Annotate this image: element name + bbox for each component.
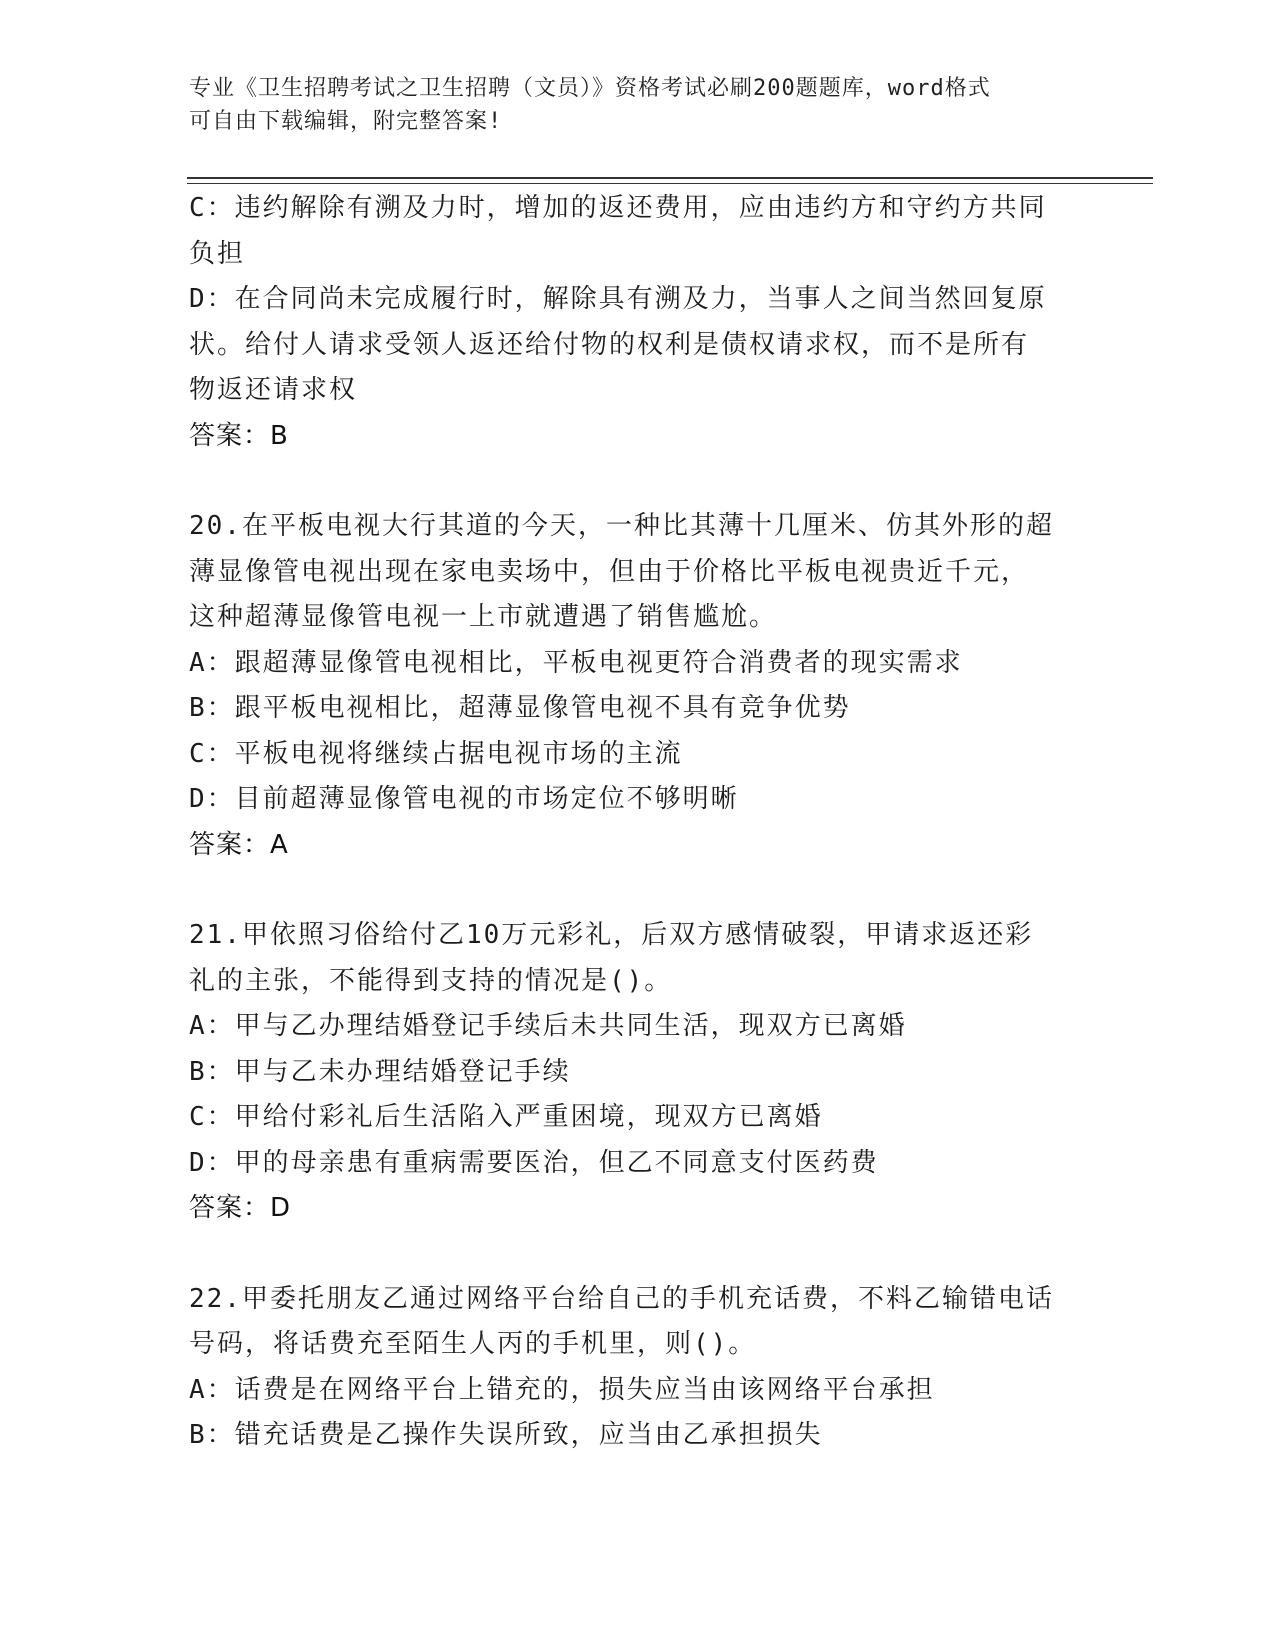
question-stem-line: 礼的主张，不能得到支持的情况是()。: [189, 965, 673, 996]
question-stem-line: 20.在平板电视大行其道的今天，一种比其薄十几厘米、仿其外形的超: [189, 511, 1054, 541]
option-line: A：跟超薄显像管电视相比，平板电视更符合消费者的现实需求: [189, 647, 963, 678]
header-line-1: 专业《卫生招聘考试之卫生招聘（文员）》资格考试必刷200题题库，word格式: [189, 76, 991, 101]
header-rule-thick: [187, 177, 1153, 179]
option-line: A：话费是在网络平台上错充的，损失应当由该网络平台承担: [189, 1374, 935, 1405]
question-stem-line: 号码，将话费充至陌生人丙的手机里，则()。: [189, 1329, 757, 1359]
document-header: [189, 72, 1089, 138]
header-line-2: 可自由下载编辑，附完整答案!: [189, 109, 503, 134]
option-line: B：错充话费是乙操作失误所致，应当由乙承担损失: [189, 1420, 823, 1450]
option-line: B：甲与乙未办理结婚登记手续: [189, 1056, 571, 1087]
answer-line: 答案：D: [189, 1193, 292, 1223]
option-line: 负担: [189, 238, 246, 269]
option-line: D：在合同尚未完成履行时，解除具有溯及力，当事人之间当然回复原: [189, 284, 1047, 314]
question-block: [189, 1277, 1089, 1459]
question-stem-line: 22.甲委托朋友乙通过网络平台给自己的手机充话费，不料乙输错电话: [189, 1283, 1054, 1314]
question-block: [189, 186, 1089, 459]
option-line: C：平板电视将继续占据电视市场的主流: [189, 738, 683, 769]
answer-line: 答案：B: [189, 420, 289, 451]
option-line: D：甲的母亲患有重病需要医治，但乙不同意支付医药费: [189, 1147, 879, 1178]
header-rule-thin: [187, 183, 1153, 184]
question-stem-line: 薄显像管电视出现在家电卖场中，但由于价格比平板电视贵近千元，: [189, 556, 1030, 587]
option-line: A：甲与乙办理结婚登记手续后未共同生活，现双方已离婚: [189, 1011, 907, 1041]
answer-line: 答案：A: [189, 829, 289, 860]
option-line: 物返还请求权: [189, 375, 358, 405]
question-block: [189, 913, 1089, 1232]
option-line: C：甲给付彩礼后生活陷入严重困境，现双方已离婚: [189, 1102, 823, 1132]
option-line: 状。给付人请求受领人返还给付物的权利是债权请求权，而不是所有: [189, 329, 1030, 360]
question-content: [189, 186, 1089, 1459]
question-block: [189, 504, 1089, 868]
question-stem-line: 21.甲依照习俗给付乙10万元彩礼，后双方感情破裂，甲请求返还彩: [189, 920, 1034, 950]
question-stem-line: 这种超薄显像管电视一上市就遭遇了销售尴尬。: [189, 602, 778, 632]
option-line: C：违约解除有溯及力时，增加的返还费用，应由违约方和守约方共同: [189, 193, 1047, 223]
option-line: D：目前超薄显像管电视的市场定位不够明晰: [189, 784, 739, 814]
option-line: B：跟平板电视相比，超薄显像管电视不具有竞争优势: [189, 693, 851, 723]
